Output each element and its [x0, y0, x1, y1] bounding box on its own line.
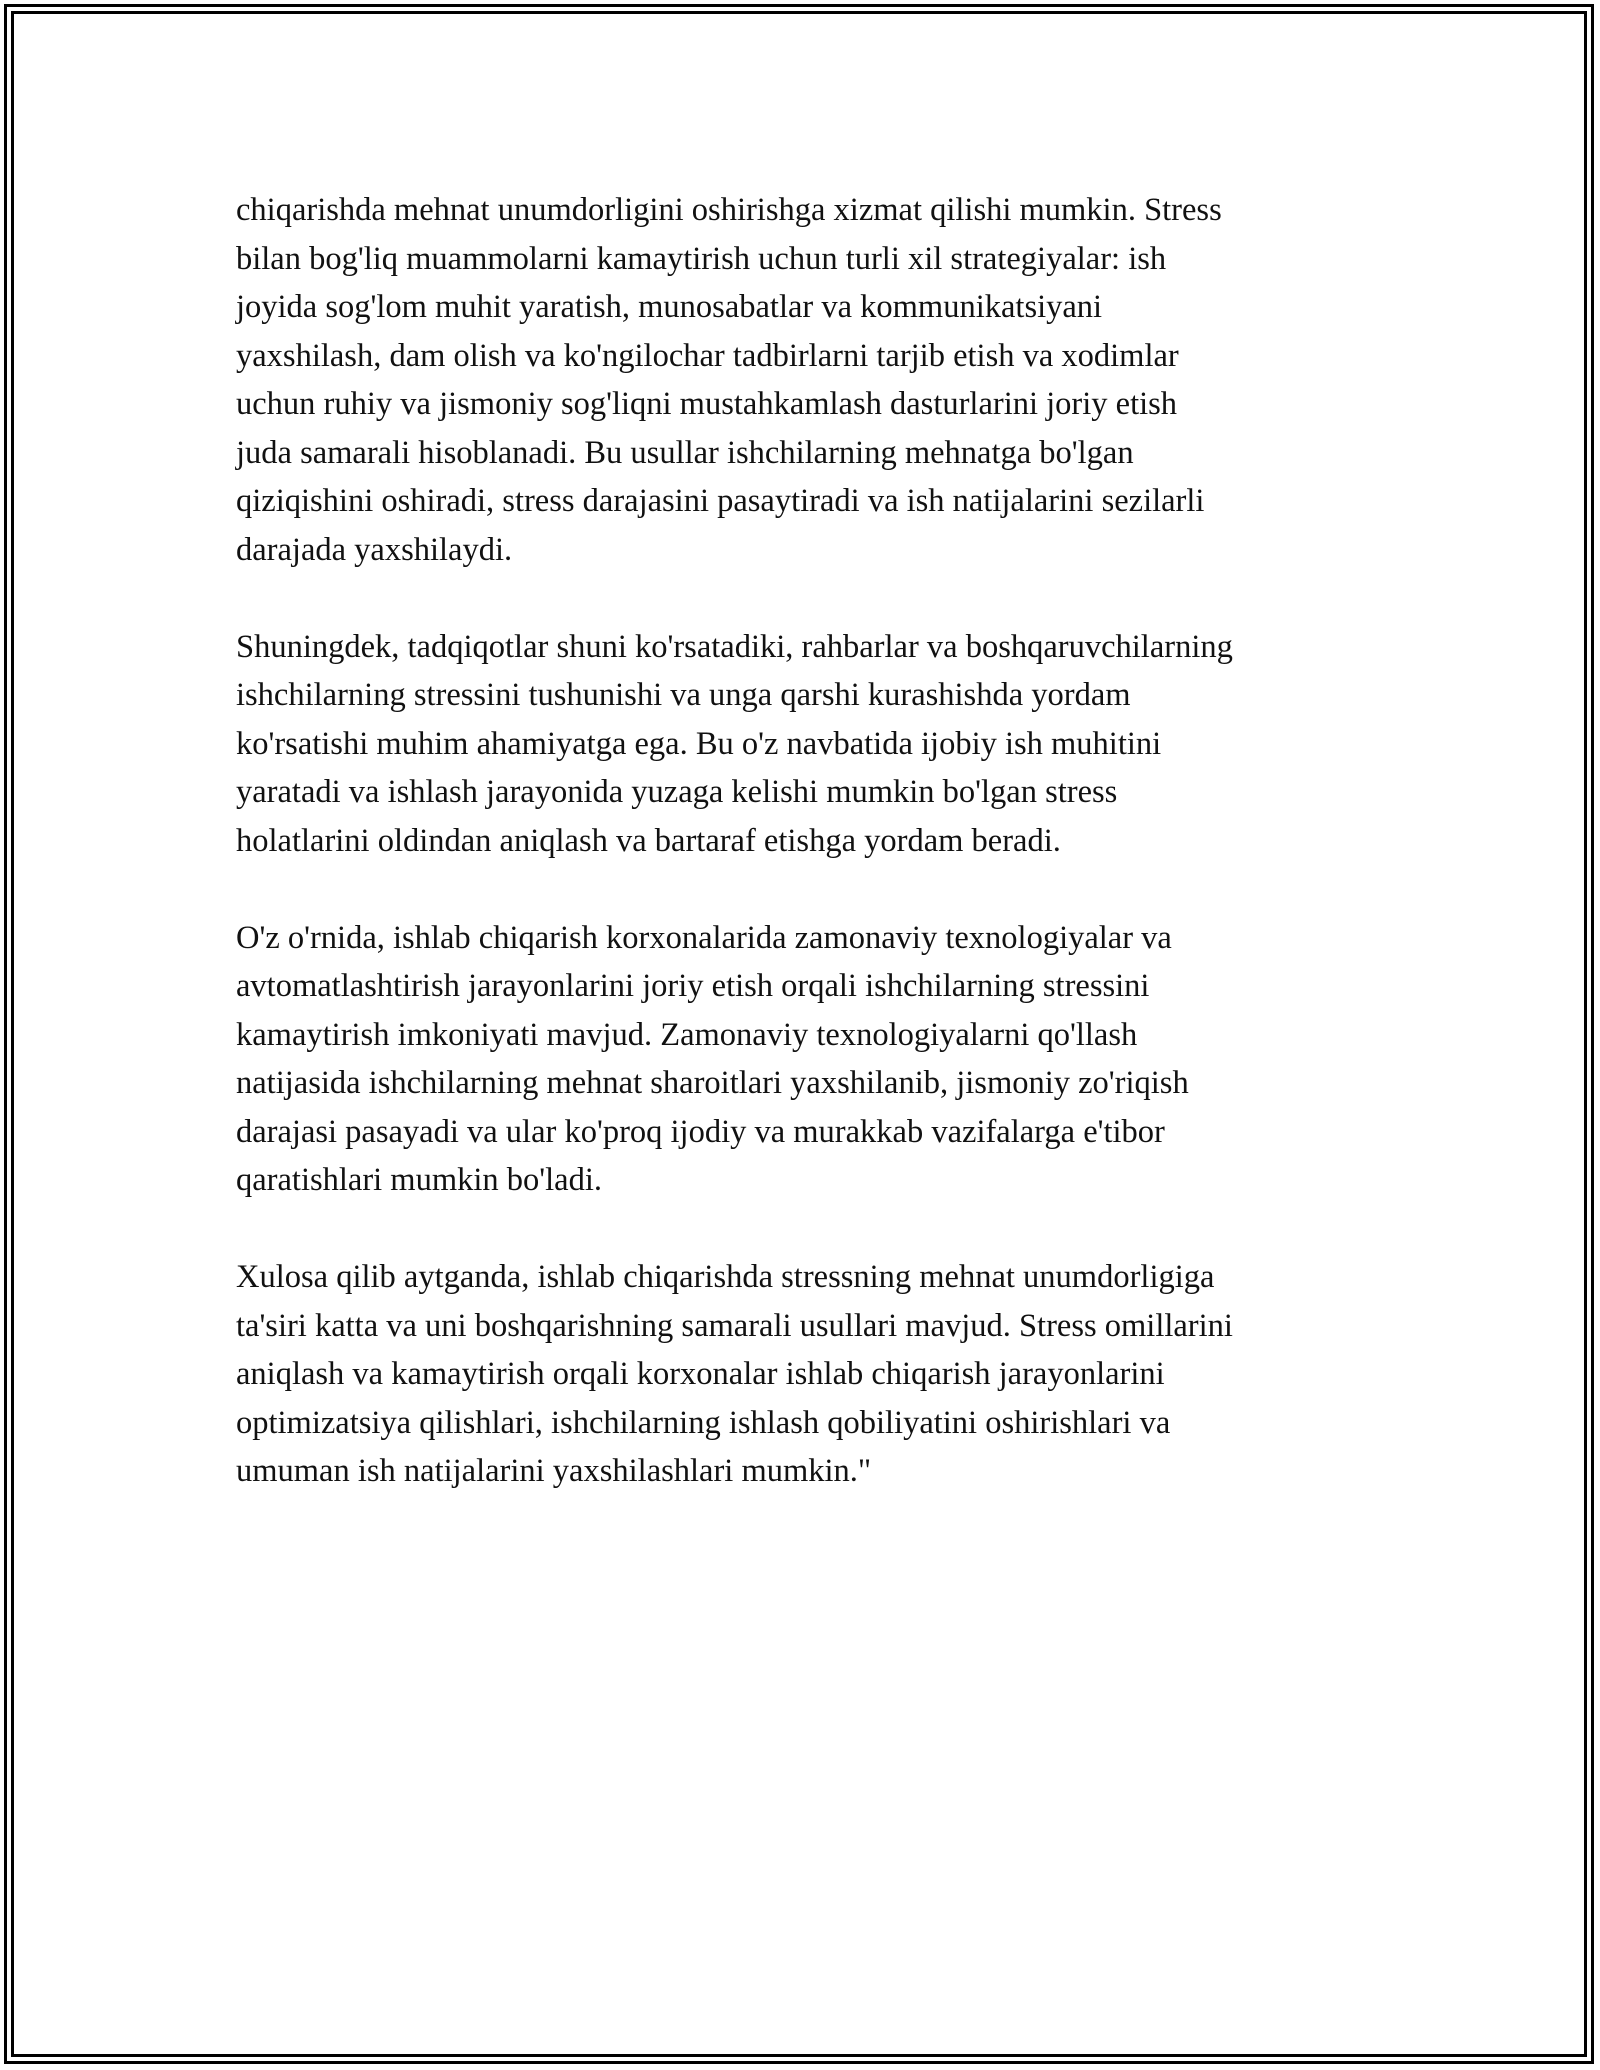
paragraph-3: O'z o'rnida, ishlab chiqarish korxonalarida zamonaviy texnologiyalar va avtomatlashtirish jarayonlarini joriy etish orqali ishchilarning stressini kamaytirish imkoniyati mavjud. Zamonaviy texnologiyalarni qo'llash natijasida ishchilarning mehnat sharoitlari yaxshilanib, jismoniy zo'riqish darajasi pasayadi va ular ko'proq ijodiy va murakkab vazifalarga e'tibor qaratishlari mumkin bo'ladi. [236, 919, 1189, 1198]
document-body [236, 186, 1386, 1496]
paragraph-2: Shuningdek, tadqiqotlar shuni ko'rsatadiki, rahbarlar va boshqaruvchilarning ishchilarning stressini tushunishi va unga qarshi kurashishda yordam ko'rsatishi muhim ahamiyatga ega. Bu o'z navbatida ijobiy ish muhitini yaratadi va ishlash jarayonida yuzaga kelishi mumkin bo'lgan stress holatlarini oldindan aniqlash va bartaraf etishga yordam beradi. [236, 628, 1233, 859]
paragraph-4: Xulosa qilib aytganda, ishlab chiqarishda stressning mehnat unumdorligiga ta'siri katta va uni boshqarishning samarali usullari mavjud. Stress omillarini aniqlash va kamaytirish orqali korxonalar ishlab chiqarish jarayonlarini optimizatsiya qilishlari, ishchilarning ishlash qobiliyatini oshirishlari va umuman ish natijalarini yaxshilashlari mumkin." [236, 1259, 1233, 1489]
paragraph-1: chiqarishda mehnat unumdorligini oshirishga xizmat qilishi mumkin. Stress bilan bog'liq muammolarni kamaytirish uchun turli xil strategiyalar: ish joyida sog'lom muhit yaratish, munosabatlar va kommunikatsiyani yaxshilash, dam olish va ko'ngilochar tadbirlarni tarjib etish va xodimlar uchun ruhiy va jismoniy sog'liqni mustahkamlash dasturlarini joriy etish juda samarali hisoblanadi. Bu usullar ishchilarning mehnatga bo'lgan qiziqishini oshiradi, stress darajasini pasaytiradi va ish natijalarini sezilarli darajada yaxshilaydi. [236, 192, 1222, 568]
